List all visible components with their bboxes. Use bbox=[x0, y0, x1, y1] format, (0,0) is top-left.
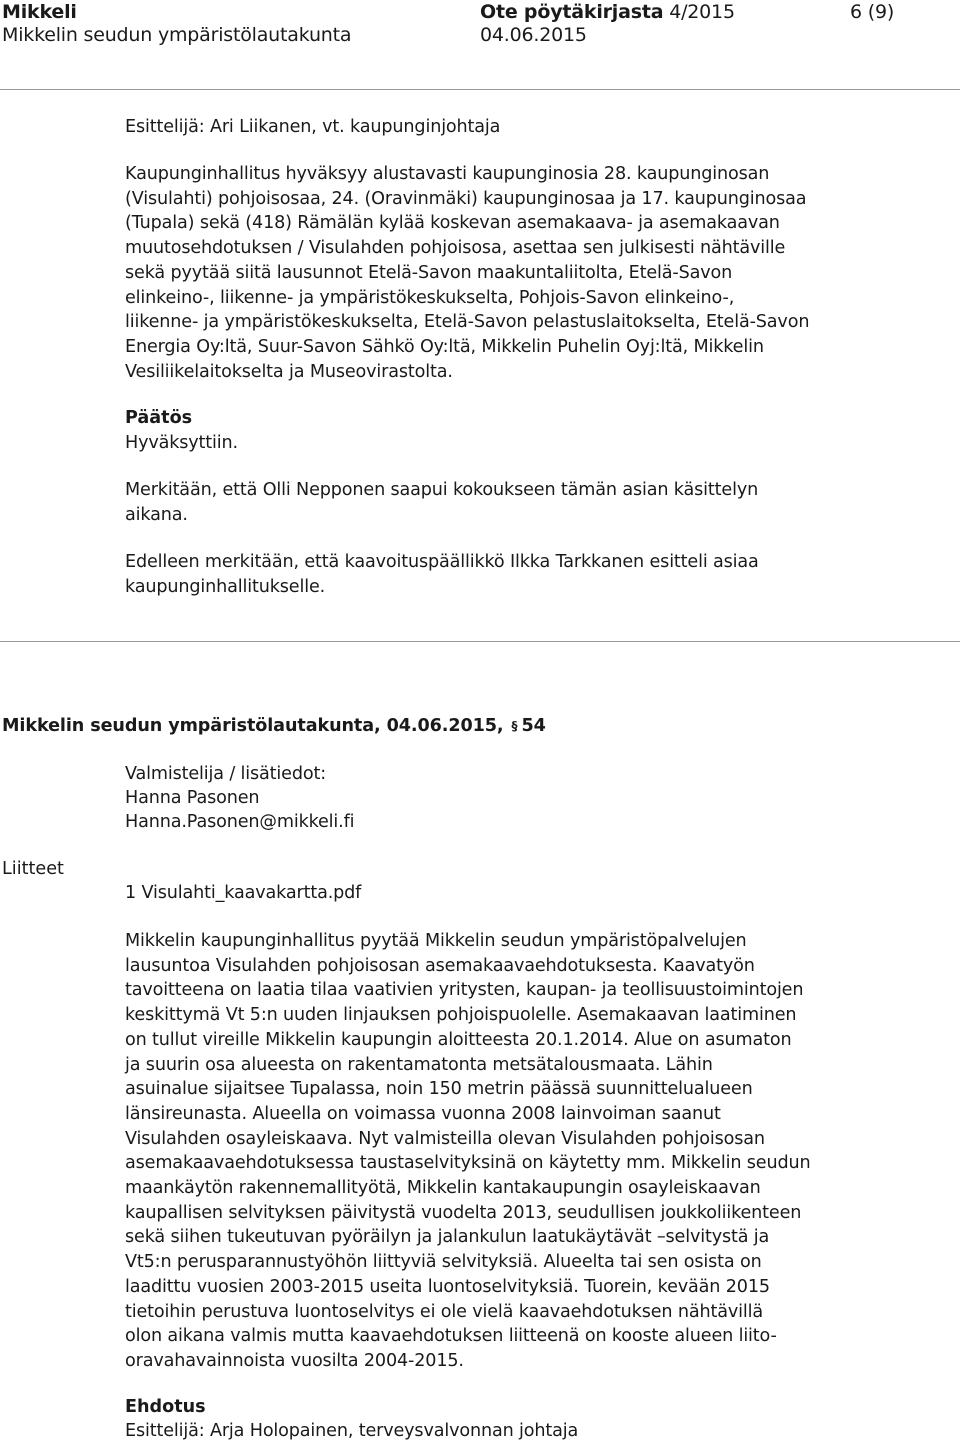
preparer-label: Valmistelija / lisätiedot: bbox=[125, 764, 327, 784]
section-number: 54 bbox=[521, 716, 546, 736]
page-header bbox=[0, 0, 960, 90]
proposal-presenter: Esittelijä: Arja Holopainen, terveysvalvonnan johtaja bbox=[125, 1421, 579, 1441]
statement-body: Mikkelin kaupunginhallitus pyytää Mikkelin seudun ympäristöpalvelujen lausuntoa Visulahden pohjoisosan asemakaavaehdotuksesta. Kaavatyön tavoitteena on laatia tilaa vaativien yritysten, kaupan- ja teollisuustoimintojen keskittymä Vt 5:n uuden linjauksen pohjoispuolelle. Asemakaavan laatiminen on tullut vireille Mikkelin kaupungin aloitteesta 20.1.2014. Alue on asumaton ja suurin osa alueesta on rakentamatonta metsätalousmaata. Lähin asuinalue sijaitsee Tupalassa, noin 150 metrin päässä suunnittelualueen länsireunasta. Alueella on voimassa vuonna 2008 lainvoiman saanut Visulahden osayleiskaava. Nyt valmisteilla olevan Visulahden pohjoisosan asemakaavaehdotuksessa taustaselvityksinä on käytetty mm. Mikkelin seudun maankäytön rakennemallityötä, Mikkelin kantakaupungin osayleiskaavan kaupallisen selvityksen päivitystä vuodelta 2013, seudullisen joukkoliikenteen sekä siihen tukeutuvan pyöräilyn ja jalankulun laatukäytävät –selvitystä ja Vt5:n perusparannustyöhön liittyviä selvityksiä. Alueelta tai sen osista on laadittu vuosien 2003-2015 useita luontoselvityksiä. Tuorein, kevään 2015 tietoihin perustuva luontoselvitys ei ole vielä kaavaehdotuksen nähtävillä olon aikana valmis mutta kaavaehdotuksen liitteenä on kooste alueen liito- oravahavainnoista vuosilta 2004-2015. bbox=[125, 931, 811, 1371]
document-title-label: Ote pöytäkirjasta bbox=[480, 1, 664, 23]
meeting-date: 04.06.2015 bbox=[480, 24, 587, 46]
section-title-text: Mikkelin seudun ympäristölautakunta, 04.06.2015, bbox=[2, 716, 510, 736]
section-divider bbox=[0, 641, 960, 642]
organization-name: Mikkeli bbox=[2, 1, 77, 23]
attachments-label: Liitteet bbox=[2, 859, 64, 879]
document-title bbox=[480, 0, 735, 24]
document-number: 4/2015 bbox=[669, 1, 735, 23]
page-number: 6 (9) bbox=[850, 1, 895, 23]
note-paragraph-1: Merkitään, että Olli Nepponen saapui kokoukseen tämän asian käsittelyn aikana. bbox=[125, 480, 759, 525]
presenter-line: Esittelijä: Ari Liikanen, vt. kaupunginjohtaja bbox=[125, 117, 501, 137]
attachment-item: 1 Visulahti_kaavakartta.pdf bbox=[125, 883, 362, 903]
decision-text: Hyväksyttiin. bbox=[125, 433, 238, 453]
board-decision-text: Kaupunginhallitus hyväksyy alustavasti kaupunginosia 28. kaupunginosan (Visulahti) pohjoisosaa, 24. (Oravinmäki) kaupunginosaa ja 17. kaupunginosaa (Tupala) sekä (418) Rämälän kylää koskevan asemakaava- ja asemakaavan muutosehdotuksen / Visulahden pohjoisosa, asettaa sen julkisesti nähtäville sekä pyytää siitä lausunnot Etelä-Savon maakuntaliitolta, Etelä-Savon elinkeino-, liikenne- ja ympäristökeskukselta, Pohjois-Savon elinkeino-, liikenne- ja ympäristökeskukselta, Etelä-Savon pelastuslaitokselta, Etelä-Savon Energia Oy:ltä, Suur-Savon Sähkö Oy:ltä, Mikkelin Puhelin Oyj:ltä, Mikkelin Vesiliikelaitokselta ja Museovirastolta. bbox=[125, 164, 810, 382]
section-title bbox=[2, 714, 546, 738]
committee-name: Mikkelin seudun ympäristölautakunta bbox=[2, 24, 352, 46]
section-sign: § bbox=[511, 719, 518, 733]
preparer-name: Hanna Pasonen bbox=[125, 788, 260, 808]
decision-heading: Päätös bbox=[125, 408, 193, 428]
proposal-heading: Ehdotus bbox=[125, 1397, 206, 1417]
preparer-email: Hanna.Pasonen@mikkeli.fi bbox=[125, 812, 355, 832]
note-paragraph-2: Edelleen merkitään, että kaavoituspäällikkö Ilkka Tarkkanen esitteli asiaa kaupunginhallitukselle. bbox=[125, 552, 759, 597]
